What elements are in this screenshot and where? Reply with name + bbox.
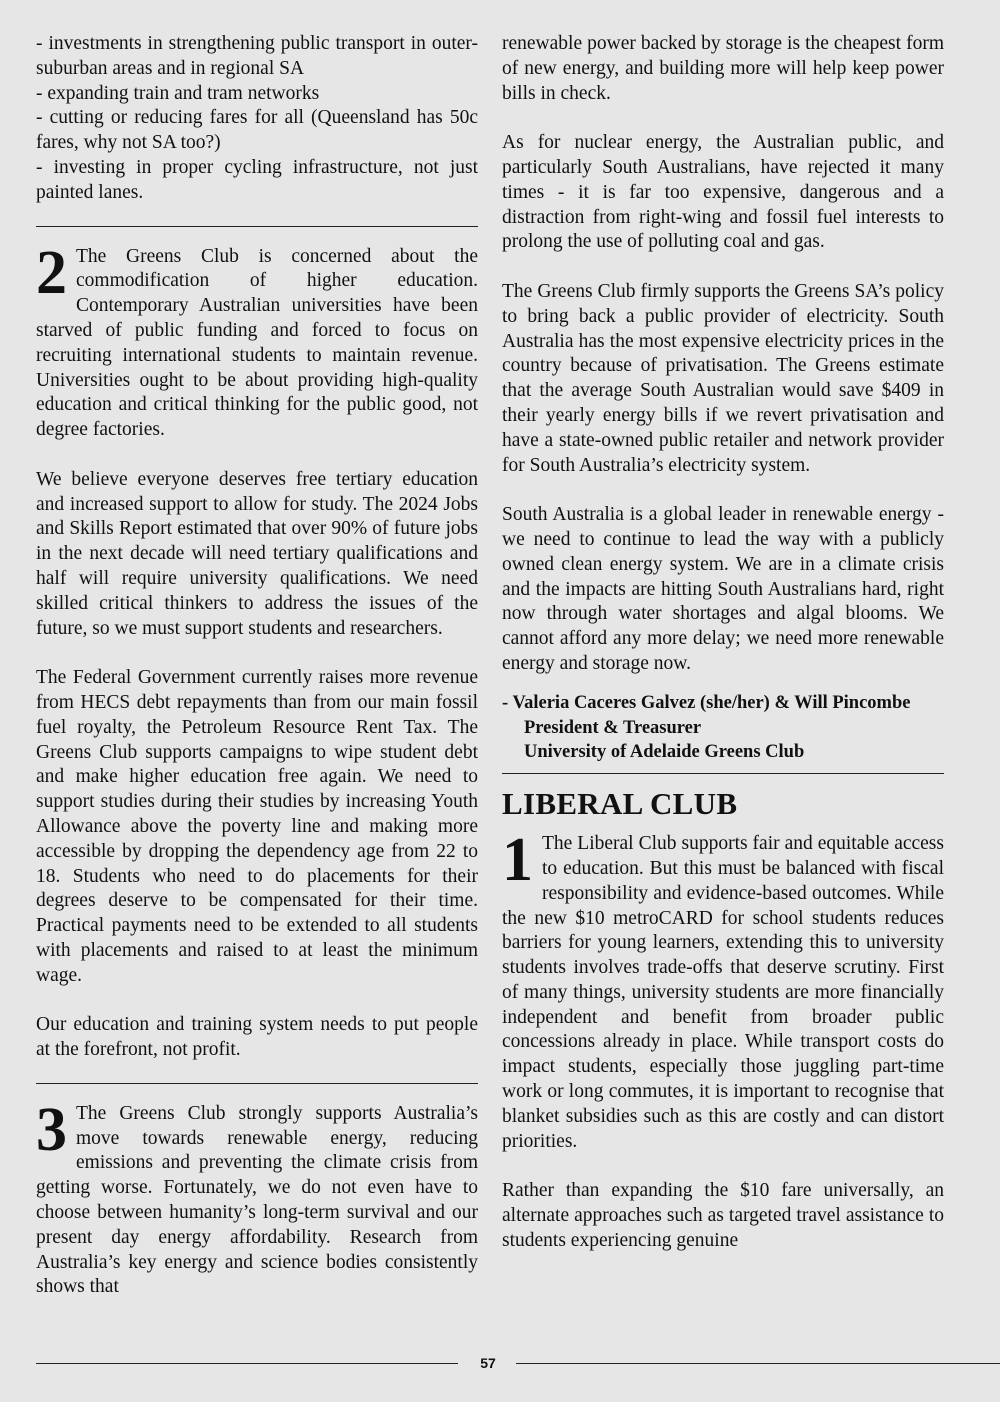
paragraph: 2 The Greens Club is concerned about the commodification of higher education. Contemporary Australian universities have been starved of public funding and forced to focus on recruiting international students to maintain revenue. Universities ought to be about providing high-quality education and critical thinking for the public good, not degree factories.	[36, 238, 478, 441]
section-number: 2	[36, 238, 67, 307]
signature-club: University of Adelaide Greens Club	[524, 742, 805, 763]
section-divider	[36, 1083, 478, 1084]
greens-section-2	[36, 238, 478, 1063]
paragraph: Our education and training system needs to put people at the forefront, not profit.	[36, 1014, 478, 1061]
signature-names: - Valeria Caceres Galvez (she/her) & Will Pincombe	[502, 692, 911, 713]
paragraph: The Federal Government currently raises more revenue from HECS debt repayments than from our main fossil fuel royalty, the Petroleum Resource Rent Tax. The Greens Club supports campaigns to wipe student debt and make higher education free again. We need to support studies during their studies by increasing Youth Allowance above the poverty line and making more accessible by dropping the dependency age from 22 to 18. Students who need to do placements for their degrees deserve to be compensated for their time. Practical payments need to be extended to all students with placements and raised to at least the minimum wage.	[36, 667, 478, 986]
section-number: 1	[502, 826, 533, 895]
paragraph: We believe everyone deserves free tertiary education and increased support to allow for study. The 2024 Jobs and Skills Report estimated that over 90% of future jobs in the next decade will need tertiary qualifications and half will require university qualifications. We need skilled critical thinkers to address the issues of the future, so we must support students and researchers.	[36, 468, 478, 639]
paragraph: The Greens Club firmly supports the Greens SA’s policy to bring back a public provider of electricity. South Australia has the most expensive electricity prices in the country because of privatisation. The Greens estimate that the average South Australian would save $409 in their yearly energy bills if we revert privatisation and have a state-owned public retailer and network provider for South Australia’s electricity system.	[502, 280, 944, 476]
paragraph: 3 The Greens Club strongly supports Australia’s move towards renewable energy, reducing emissions and preventing the climate crisis from getting worse. Fortunately, we do not even have to choose between humanity’s long-term survival and our present day energy affordability. Research from Australia’s key energy and science bodies consistently shows that	[36, 1095, 478, 1298]
page-number: 57	[480, 1355, 496, 1371]
section-number: 3	[36, 1095, 67, 1164]
page-footer	[36, 1352, 1000, 1374]
paragraph: South Australia is a global leader in renewable energy - we need to continue to lead the way with a publicly owned clean energy system. We are in a climate crisis and the impacts are hitting South Australians hard, right now through water shortages and algal blooms. We cannot afford any more delay; we need more renewable energy and storage now.	[502, 504, 944, 674]
greens-section-3	[36, 1095, 478, 1300]
paragraph: As for nuclear energy, the Australian public, and particularly South Australians, have rejected it many times - it is far too expensive, dangerous and a distraction from right-wing and fossil fuel interests to prolong the use of polluting coal and gas.	[502, 132, 944, 253]
paragraph: renewable power backed by storage is the cheapest form of new energy, and building more will help keep power bills in check.	[502, 33, 944, 104]
paragraph: 1 The Liberal Club supports fair and equitable access to education. But this must be balanced with fiscal responsibility and evidence-based outcomes. While the new $10 metroCARD for school students reduces barriers for young learners, extending this to university students involves trade-offs that deserve scrutiny. First of many things, university students are more financially independent and benefit from broader public concessions already in place. While transport costs do impact students, especially those juggling part-time work or long commutes, it is important to recognise that blanket subsidies such as this are costly and can distort priorities.	[502, 826, 944, 1152]
left-column	[36, 32, 478, 1300]
liberal-club-section	[502, 786, 944, 1254]
list-item: - investments in strengthening public transport in outer-suburban areas and in regional SA	[36, 33, 478, 79]
liberal-club-heading: LIBERAL CLUB	[502, 786, 738, 822]
greens-signature	[502, 691, 944, 765]
list-item: - expanding train and tram networks	[36, 82, 320, 104]
list-item: - investing in proper cycling infrastructure, not just painted lanes.	[36, 156, 478, 203]
list-item: - cutting or reducing fares for all (Queensland has 50c fares, why not SA too?)	[36, 107, 478, 154]
right-column	[502, 32, 944, 1254]
section-divider	[36, 226, 478, 227]
paragraph: Rather than expanding the $10 fare universally, an alternate approaches such as targeted travel assistance to students experiencing genuine	[502, 1180, 944, 1251]
section-divider	[502, 773, 944, 774]
footer-rule-right	[516, 1363, 1000, 1364]
transport-list	[36, 32, 478, 206]
footer-rule-left	[36, 1363, 458, 1364]
signature-roles: President & Treasurer	[524, 717, 702, 738]
